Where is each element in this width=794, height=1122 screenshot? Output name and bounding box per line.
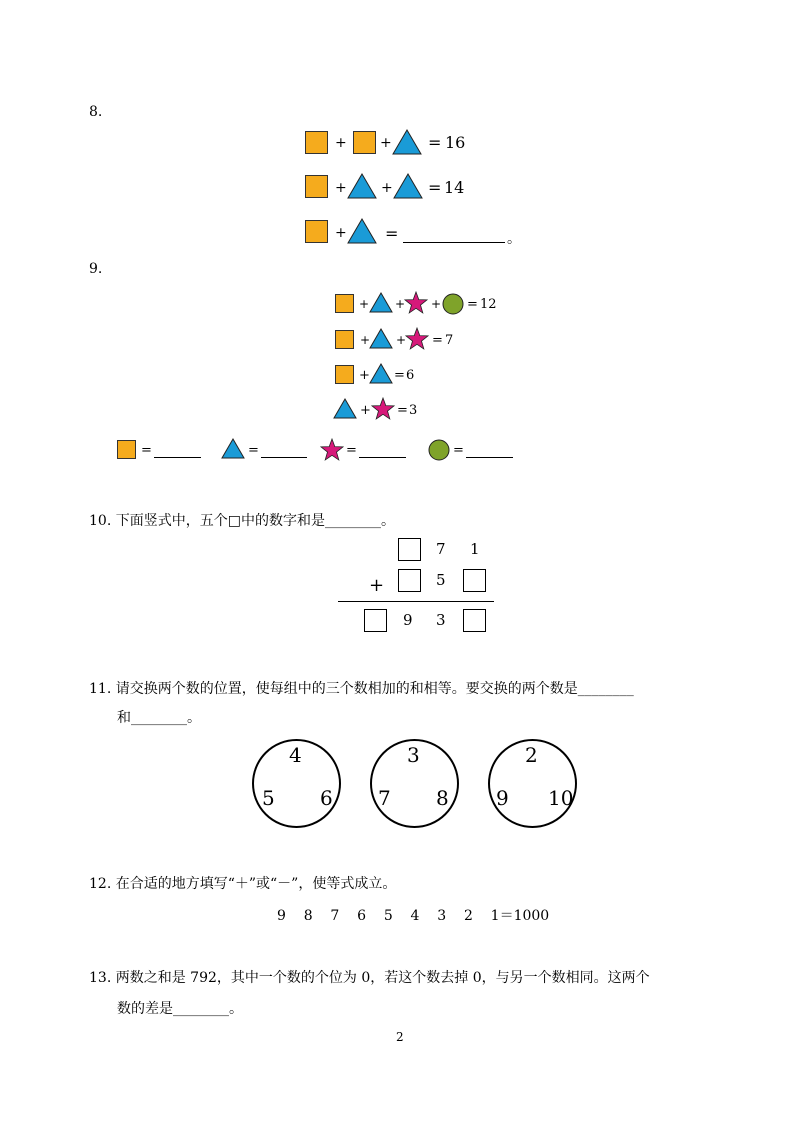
plus-sign: + [369, 575, 385, 596]
question-10-text: 10. 下面竖式中，五个□中的数字和是________。 [89, 513, 395, 529]
equals-sign: = [428, 133, 442, 152]
question-12-equation: 9 8 7 6 5 4 3 2 1＝1000 [277, 908, 550, 924]
plus-sign: + [359, 297, 370, 311]
circle-icon [442, 293, 464, 315]
equals-sign: = [385, 224, 399, 243]
result-value: 14 [444, 178, 465, 197]
triangle-icon [392, 129, 422, 155]
result-value: 6 [406, 368, 415, 383]
plus-sign: + [381, 180, 393, 196]
digit-box[interactable] [463, 569, 486, 592]
question-11-text: 11. 请交换两个数的位置，使每组中的三个数相加的和相等。要交换的两个数是________ [89, 681, 634, 697]
digit-box[interactable] [463, 609, 486, 632]
digit-box[interactable] [398, 538, 421, 561]
triangle-icon [369, 292, 393, 313]
triangle-icon [369, 363, 393, 384]
equals-sign: = [428, 178, 442, 197]
square-icon [117, 440, 136, 459]
square-icon [335, 330, 354, 349]
triangle-answer-blank[interactable] [261, 457, 307, 458]
equals-sign: = [432, 333, 443, 348]
plus-sign: + [380, 135, 392, 151]
circle-number[interactable]: 9 [496, 786, 509, 810]
sum-line [338, 601, 494, 602]
equals-sign: = [346, 443, 357, 458]
plus-sign: + [431, 297, 442, 311]
circle-number[interactable]: 7 [378, 786, 391, 810]
circle-number[interactable]: 6 [320, 786, 333, 810]
equals-sign: = [248, 443, 259, 458]
page-number: 2 [396, 1030, 404, 1044]
question-13-text: 13. 两数之和是 792，其中一个数的个位为 0，若这个数去掉 0，与另一个数相同。这两个 [89, 970, 650, 986]
circle-number[interactable]: 3 [407, 743, 420, 767]
circle-number[interactable]: 5 [262, 786, 275, 810]
circle-answer-blank[interactable] [466, 457, 513, 458]
question-11-text-cont: 和________。 [117, 710, 201, 726]
question-13-text-cont: 数的差是________。 [117, 1001, 243, 1017]
digit-box[interactable] [364, 609, 387, 632]
digit-box[interactable] [398, 569, 421, 592]
period-mark: 。 [507, 231, 521, 247]
circle-number[interactable]: 2 [525, 743, 538, 767]
result-value: 16 [445, 133, 466, 152]
equals-sign: = [141, 443, 152, 458]
digit: 1 [470, 540, 480, 558]
square-icon [305, 220, 328, 243]
circle-icon [428, 439, 450, 461]
square-icon [335, 294, 354, 313]
plus-sign: + [335, 180, 347, 196]
plus-sign: + [335, 225, 347, 241]
triangle-icon [333, 398, 357, 419]
circle-number[interactable]: 10 [548, 786, 574, 810]
star-icon [371, 397, 395, 420]
triangle-icon [347, 173, 377, 199]
answer-blank[interactable] [403, 242, 505, 243]
plus-sign: + [335, 135, 347, 151]
equals-sign: = [397, 403, 408, 418]
result-value: 12 [480, 297, 497, 312]
circle-number[interactable]: 4 [289, 743, 302, 767]
digit: 3 [436, 611, 446, 629]
plus-sign: + [359, 368, 370, 383]
triangle-icon [221, 438, 245, 459]
circle-number[interactable]: 8 [436, 786, 449, 810]
question-9-number: 9. [89, 261, 103, 277]
star-icon [320, 438, 344, 461]
equals-sign: = [394, 368, 405, 383]
digit: 7 [436, 540, 446, 558]
square-answer-blank[interactable] [154, 457, 201, 458]
equals-sign: = [467, 297, 478, 312]
star-icon [404, 291, 428, 314]
plus-sign: + [395, 297, 406, 311]
number-circle [370, 739, 459, 828]
star-icon [405, 327, 429, 350]
square-icon [305, 175, 328, 198]
number-circle [252, 739, 341, 828]
question-8-number: 8. [89, 104, 103, 120]
triangle-icon [347, 218, 377, 244]
result-value: 7 [445, 333, 454, 348]
result-value: 3 [409, 403, 418, 418]
triangle-icon [393, 173, 423, 199]
plus-sign: + [360, 403, 371, 418]
digit: 9 [403, 611, 413, 629]
digit: 5 [436, 571, 446, 589]
square-icon [305, 131, 328, 154]
plus-sign: + [396, 333, 407, 347]
square-icon [353, 131, 376, 154]
square-icon [335, 365, 354, 384]
star-answer-blank[interactable] [359, 457, 406, 458]
triangle-icon [369, 328, 393, 349]
question-12-text: 12. 在合适的地方填写“＋”或“－”，使等式成立。 [89, 876, 397, 892]
number-circle [488, 739, 577, 828]
plus-sign: + [360, 333, 371, 347]
equals-sign: = [453, 443, 464, 458]
